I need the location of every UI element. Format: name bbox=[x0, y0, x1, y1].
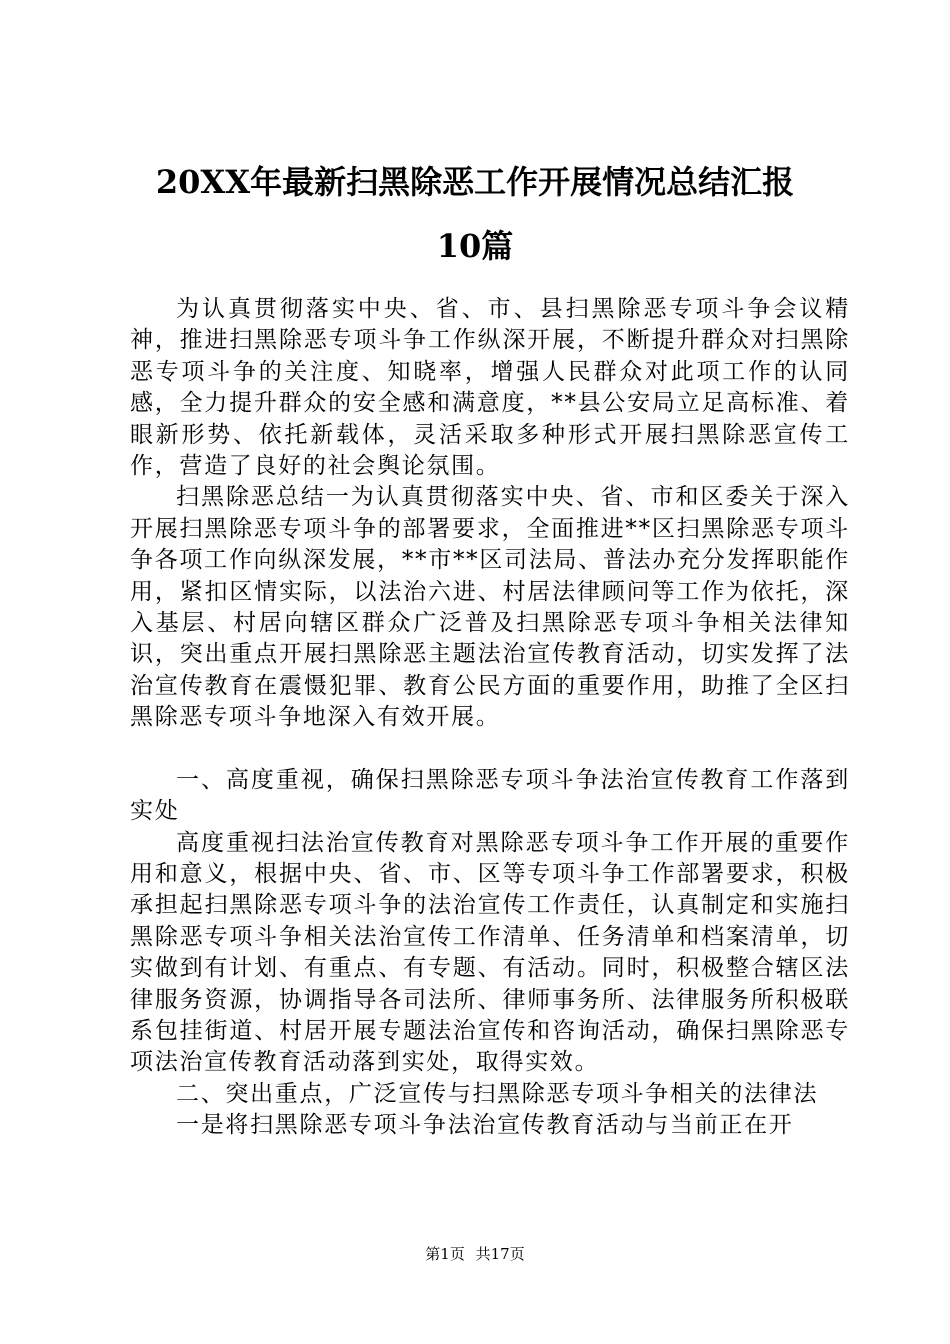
document-title-line-1: 20XX年最新扫黑除恶工作开展情况总结汇报 bbox=[155, 163, 795, 201]
paragraph-section-2: 一是将扫黑除恶专项斗争法治宣传教育活动与当前正在开 bbox=[176, 1112, 794, 1139]
paragraph-spacer bbox=[130, 734, 850, 765]
paragraph-intro: 为认真贯彻落实中央、省、市、县扫黑除恶专项斗争会议精神，推进扫黑除恶专项斗争工作纵深开展，不断提升群众对扫黑除恶专项斗争的关注度、知晓率，增强人民群众对此项工作的认同感，全力提升群众的安全感和满意度，**县公安局立足高标准、着眼新形势、依托新载体，灵活采取多种形式开展扫黑除恶宣传工作，营造了良好的社会舆论氛围。 bbox=[130, 296, 850, 480]
page-number: 第1页 bbox=[425, 1245, 465, 1263]
document-body bbox=[130, 294, 850, 1142]
page-footer bbox=[0, 1244, 950, 1264]
page-total: 共17页 bbox=[475, 1245, 525, 1263]
paragraph-summary-one: 扫黑除恶总结一为认真贯彻落实中央、省、市和区委关于深入开展扫黑除恶专项斗争的部署要求，全面推进**区扫黑除恶专项斗争各项工作向纵深发展，**市**区司法局、普法办充分发挥职能作用，紧扣区情实际，以法治六进、村居法律顾问等工作为依托，深入基层、村居向辖区群众广泛普及扫黑除恶专项斗争相关法律知识，突出重点开展扫黑除恶主题法治宣传教育活动，切实发挥了法治宣传教育在震慑犯罪、教育公民方面的重要作用，助推了全区扫黑除恶专项斗争地深入有效开展。 bbox=[130, 484, 850, 731]
section-heading-1: 一、高度重视，确保扫黑除恶专项斗争法治宣传教育工作落到实处 bbox=[130, 766, 850, 825]
paragraph-section-1: 高度重视扫法治宣传教育对黑除恶专项斗争工作开展的重要作用和意义，根据中央、省、市、区等专项斗争工作部署要求，积极承担起扫黑除恶专项斗争的法治宣传工作责任，认真制定和实施扫黑除恶专项斗争相关法治宣传工作清单、任务清单和档案清单，切实做到有计划、有重点、有专题、有活动。同时，积极整合辖区法律服务资源，协调指导各司法所、律师事务所、法律服务所积极联系包挂街道、村居开展专题法治宣传和咨询活动，确保扫黑除恶专项法治宣传教育活动落到实处，取得实效。 bbox=[130, 829, 850, 1076]
document-title-line-2: 10篇 bbox=[436, 227, 514, 265]
section-heading-2: 二、突出重点，广泛宣传与扫黑除恶专项斗争相关的法律法 bbox=[176, 1080, 819, 1107]
